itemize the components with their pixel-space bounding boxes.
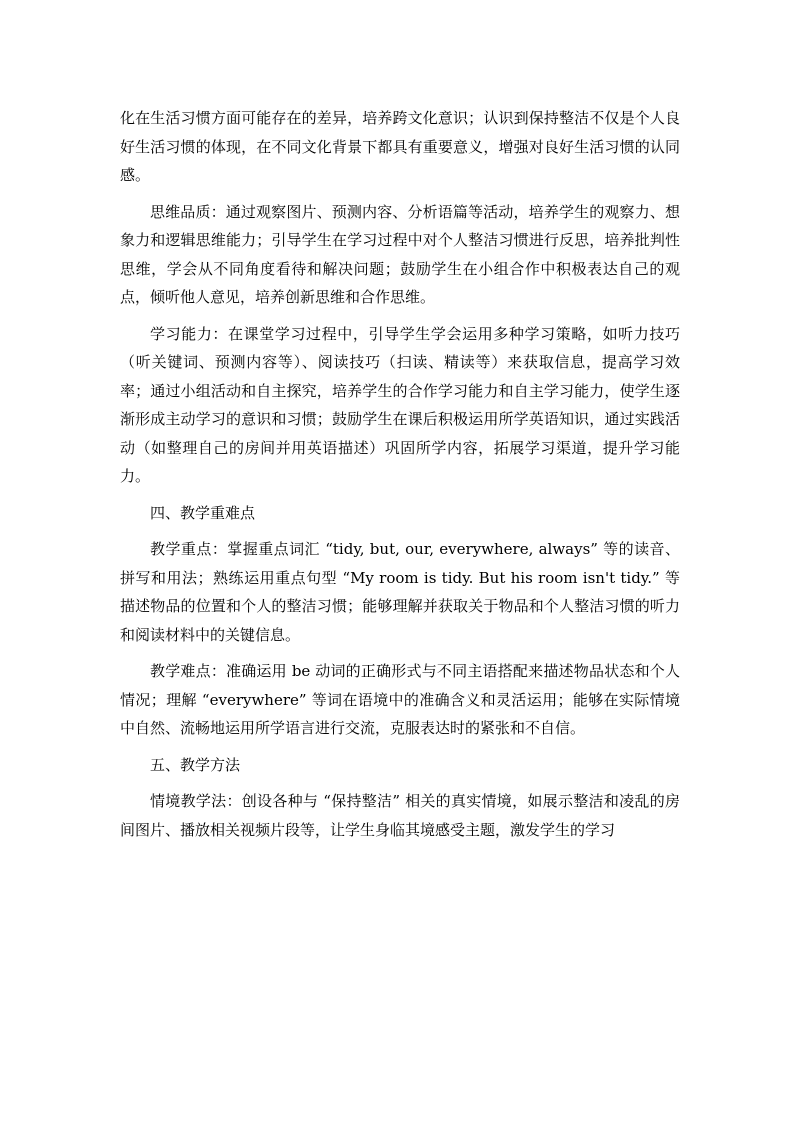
paragraph-culture-awareness: 化在生活习惯方面可能存在的差异，培养跨文化意识；认识到保持整洁不仅是个人良好生活习惯的体现，在不同文化背景下都具有重要意义，增强对良好生活习惯的认同感。 bbox=[120, 109, 680, 184]
section-heading-teaching-methods: 五、教学方法 bbox=[150, 755, 241, 774]
paragraph-thinking-quality: 思维品质：通过观察图片、预测内容、分析语篇等活动，培养学生的观察力、想象力和逻辑思维能力；引导学生在学习过程中对个人整洁习惯进行反思，培养批判性思维，学会从不同角度看待和解决问题；鼓励学生在小组合作中积极表达自己的观点，倾听他人意见，培养创新思维和合作思维。 bbox=[120, 202, 680, 306]
paragraph-teaching-difficulty: 教学难点：准确运用 be 动词的正确形式与不同主语搭配来描述物品状态和个人情况；理解 “everywhere” 等词在语境中的准确含义和灵活运用；能够在实际情境中自然、流畅地运用所学语言进行交流，克服表达时的紧张和不自信。 bbox=[120, 662, 680, 737]
paragraph-teaching-focus: 教学重点：掌握重点词汇 “tidy, but, our, everywhere, always” 等的读音、拼写和用法；熟练运用重点句型 “My room is tidy. But his room isn't tidy.” 等描述物品的位置和个人的整洁习惯；能够理解并获取关于物品和个人整洁习惯的听力和阅读材料中的关键信息。 bbox=[120, 540, 680, 644]
section-heading-key-points: 四、教学重难点 bbox=[150, 503, 256, 522]
paragraph-situational-teaching: 情境教学法：创设各种与 “保持整洁” 相关的真实情境，如展示整洁和凌乱的房间图片、播放相关视频片段等，让学生身临其境感受主题，激发学生的学习 bbox=[120, 792, 680, 839]
paragraph-learning-ability: 学习能力：在课堂学习过程中，引导学生学会运用多种学习策略，如听力技巧（听关键词、预测内容等）、阅读技巧（扫读、精读等）来获取信息，提高学习效率；通过小组活动和自主探究，培养学生的合作学习能力和自主学习能力，使学生逐渐形成主动学习的意识和习惯；鼓励学生在课后积极运用所学英语知识，通过实践活动（如整理自己的房间并用英语描述）巩固所学内容，拓展学习渠道，提升学习能力。 bbox=[120, 324, 680, 485]
document-body bbox=[120, 104, 680, 852]
